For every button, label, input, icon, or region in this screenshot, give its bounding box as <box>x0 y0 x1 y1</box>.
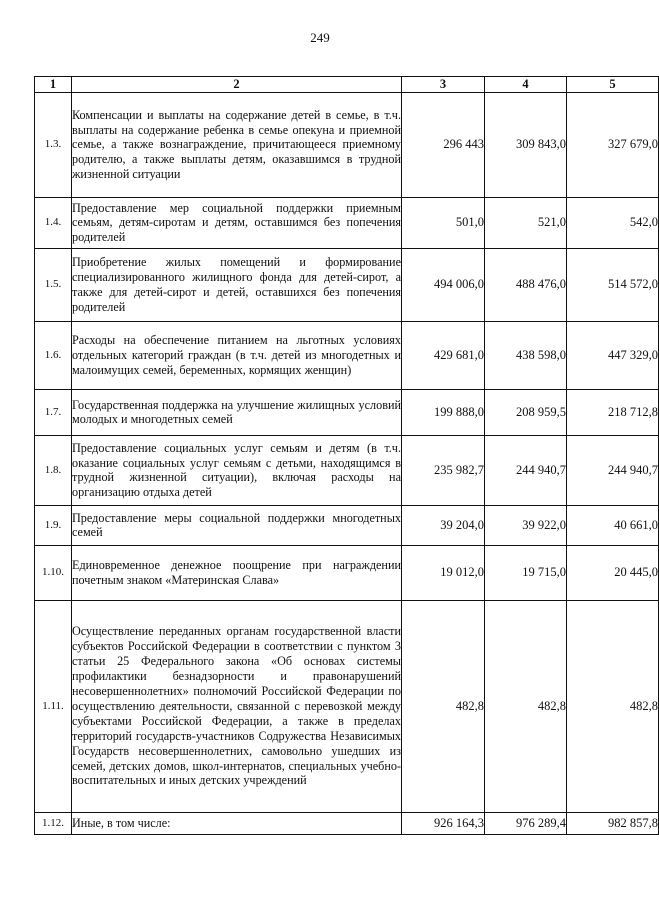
value-col-3: 501,0 <box>402 197 485 248</box>
value-col-5: 20 445,0 <box>567 545 659 600</box>
table-row <box>35 321 659 389</box>
value-col-3: 494 006,0 <box>402 248 485 321</box>
row-description: Единовременное денежное поощрение при награждении почетным знаком «Материнская Слава» <box>72 545 402 600</box>
table-row <box>35 389 659 435</box>
value-col-5: 447 329,0 <box>567 321 659 389</box>
row-description: Расходы на обеспечение питанием на льготных условиях отдельных категорий граждан (в т.ч. детей из многодетных и малоимущих семей, беременных, кормящих женщин) <box>72 321 402 389</box>
table-row <box>35 812 659 834</box>
value-col-5: 244 940,7 <box>567 435 659 505</box>
value-col-3: 39 204,0 <box>402 505 485 545</box>
value-col-3: 429 681,0 <box>402 321 485 389</box>
value-col-3: 199 888,0 <box>402 389 485 435</box>
header-col-4: 4 <box>485 77 567 93</box>
table-row <box>35 92 659 197</box>
row-number: 1.6. <box>35 321 72 389</box>
table-row <box>35 545 659 600</box>
row-description: Государственная поддержка на улучшение жилищных условий молодых и многодетных семей <box>72 389 402 435</box>
budget-table <box>34 76 659 835</box>
header-col-2: 2 <box>72 77 402 93</box>
row-number: 1.10. <box>35 545 72 600</box>
row-number: 1.12. <box>35 812 72 834</box>
row-description: Приобретение жилых помещений и формирование специализированного жилищного фонда для детей-сирот, а также для детей-сирот и детей, оставшихся без попечения родителей <box>72 248 402 321</box>
value-col-3: 296 443 <box>402 92 485 197</box>
value-col-4: 39 922,0 <box>485 505 567 545</box>
header-col-1: 1 <box>35 77 72 93</box>
value-col-4: 488 476,0 <box>485 248 567 321</box>
header-col-5: 5 <box>567 77 659 93</box>
page-number: 249 <box>310 30 330 45</box>
row-description: Предоставление мер социальной поддержки приемным семьям, детям-сиротам и детям, оставшимся без попечения родителей <box>72 197 402 248</box>
table-row <box>35 600 659 812</box>
row-description: Осуществление переданных органам государственной власти субъектов Российской Федерации в соответствии с пунктом 3 статьи 25 Федерального закона «Об основах системы профилактики безнадзорности и правонарушений несовершеннолетних» полномочий Российской Федерации по осуществлению деятельности, связанной с перевозкой между субъектами Российской Федерации, а также в пределах территорий государств-участников Содружества Независимых Государств несовершеннолетних, самовольно ушедших из семей, детских домов, школ-интернатов, специальных учебно-воспитательных и иных детских учреждений <box>72 600 402 812</box>
value-col-3: 482,8 <box>402 600 485 812</box>
row-number: 1.8. <box>35 435 72 505</box>
row-description: Предоставление меры социальной поддержки многодетных семей <box>72 505 402 545</box>
table-row <box>35 248 659 321</box>
value-col-4: 976 289,4 <box>485 812 567 834</box>
value-col-5: 327 679,0 <box>567 92 659 197</box>
value-col-5: 482,8 <box>567 600 659 812</box>
value-col-4: 19 715,0 <box>485 545 567 600</box>
row-number: 1.9. <box>35 505 72 545</box>
row-description: Иные, в том числе: <box>72 812 402 834</box>
value-col-3: 235 982,7 <box>402 435 485 505</box>
row-number: 1.7. <box>35 389 72 435</box>
row-number: 1.5. <box>35 248 72 321</box>
table-row <box>35 435 659 505</box>
row-description: Предоставление социальных услуг семьям и детям (в т.ч. оказание социальных услуг семьям с детьми, находящимся в трудной жизненной ситуации), включая расходы на организацию отдыха детей <box>72 435 402 505</box>
table-row <box>35 505 659 545</box>
value-col-4: 244 940,7 <box>485 435 567 505</box>
value-col-5: 218 712,8 <box>567 389 659 435</box>
value-col-3: 19 012,0 <box>402 545 485 600</box>
row-number: 1.11. <box>35 600 72 812</box>
value-col-4: 208 959,5 <box>485 389 567 435</box>
value-col-4: 438 598,0 <box>485 321 567 389</box>
value-col-4: 309 843,0 <box>485 92 567 197</box>
value-col-5: 514 572,0 <box>567 248 659 321</box>
header-col-3: 3 <box>402 77 485 93</box>
value-col-5: 40 661,0 <box>567 505 659 545</box>
value-col-3: 926 164,3 <box>402 812 485 834</box>
value-col-4: 482,8 <box>485 600 567 812</box>
row-number: 1.3. <box>35 92 72 197</box>
row-number: 1.4. <box>35 197 72 248</box>
table-row <box>35 197 659 248</box>
row-description: Компенсации и выплаты на содержание детей в семье, в т.ч. выплаты на содержание ребенка в семье опекуна и приемной семье, а также вознаграждение, причитающееся приемному родителю, а также выплаты детям, оказавшимся в трудной жизненной ситуации <box>72 92 402 197</box>
header-row <box>35 77 659 93</box>
value-col-5: 542,0 <box>567 197 659 248</box>
value-col-4: 521,0 <box>485 197 567 248</box>
value-col-5: 982 857,8 <box>567 812 659 834</box>
